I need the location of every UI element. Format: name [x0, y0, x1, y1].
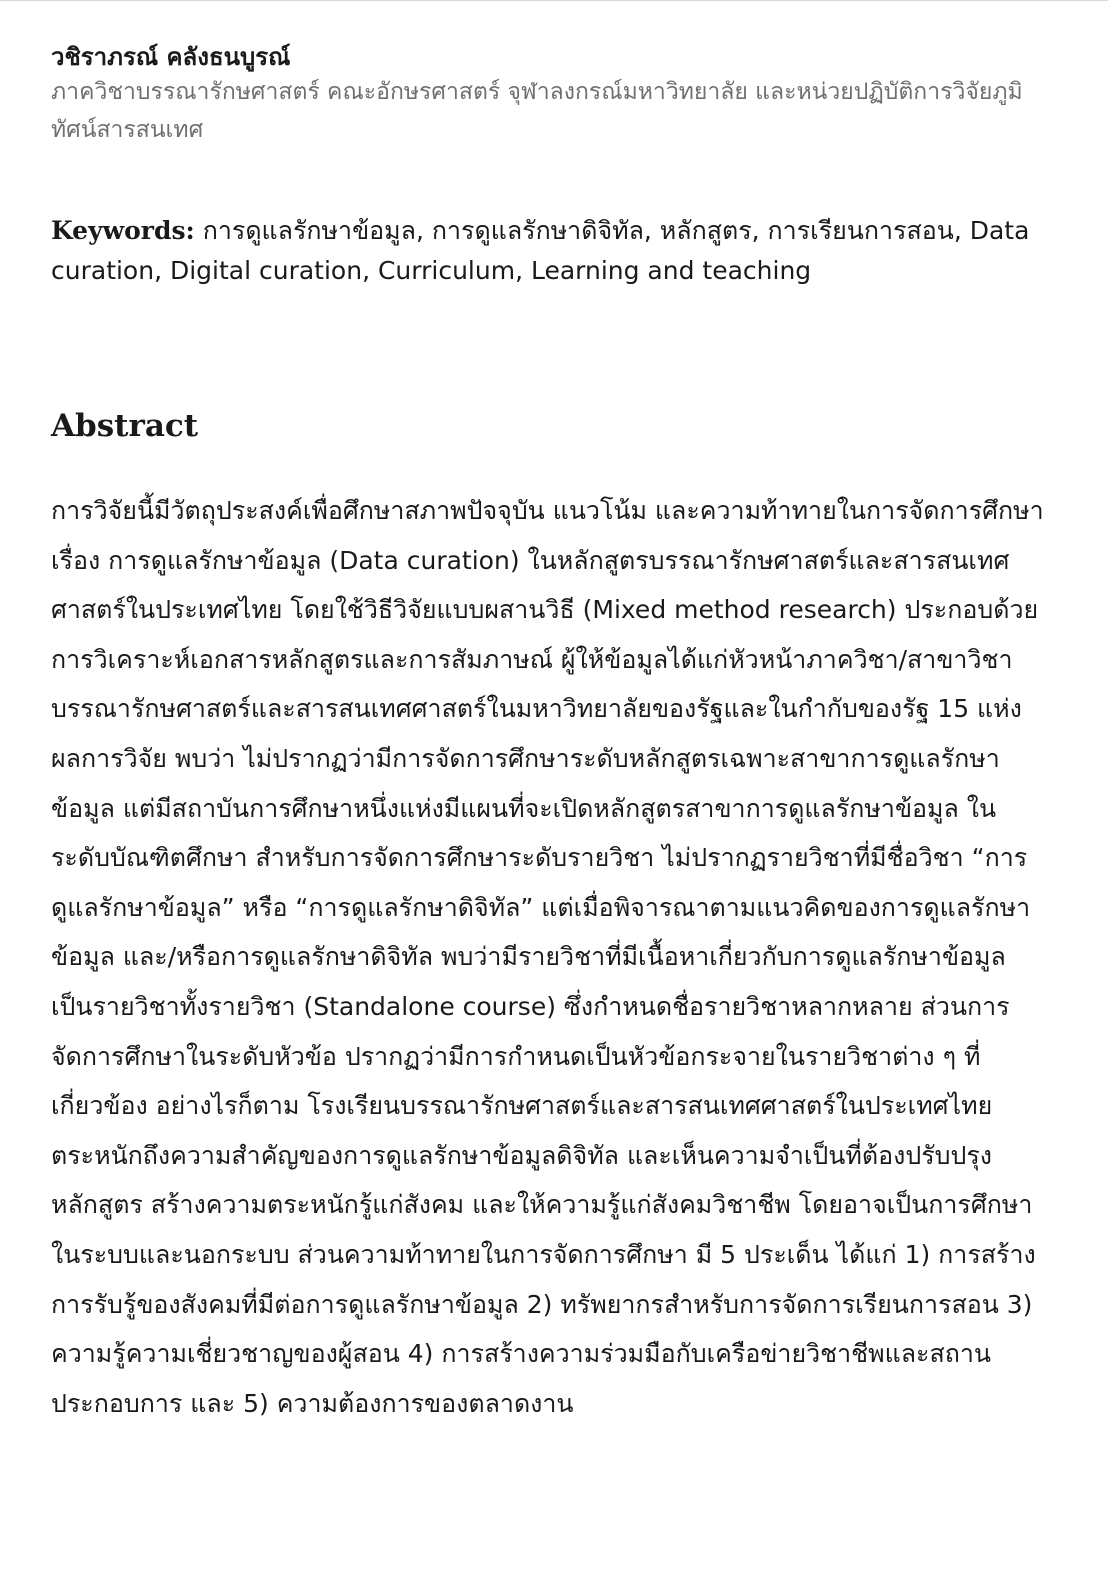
keywords-label: Keywords: [51, 216, 195, 245]
article-content [51, 41, 1047, 1453]
keywords [51, 211, 1047, 291]
abstract-heading: Abstract [51, 408, 199, 444]
author-affiliation: ภาควิชาบรรณารักษศาสตร์ คณะอักษรศาสตร์ จุฬาลงกรณ์มหาวิทยาลัย และหน่วยปฏิบัติการวิจัยภูมิทัศน์สารสนเทศ [51, 79, 1023, 143]
keywords-text: การดูแลรักษาข้อมูล, การดูแลรักษาดิจิทัล, หลักสูตร, การเรียนการสอน, Data curation, Digital curation, Curriculum, Learning and teaching [51, 216, 1030, 285]
abstract-body: การวิจัยนี้มีวัตถุประสงค์เพื่อศึกษาสภาพปัจจุบัน แนวโน้ม และความท้าทายในการจัดการศึกษา เรื่อง การดูแลรักษาข้อมูล (Data curation) ในหลักสูตรบรรณารักษศาสตร์และสารสนเทศศาสตร์ในประเทศไทย โดยใช้วิธีวิจัยแบบผสานวิธี (Mixed method research) ประกอบด้วยการวิเคราะห์เอกสารหลักสูตรและการสัมภาษณ์ ผู้ให้ข้อมูลได้แก่หัวหน้าภาควิชา/สาขาวิชาบรรณารักษศาสตร์และสารสนเทศศาสตร์ในมหาวิทยาลัยของรัฐและในกำกับของรัฐ 15 แห่ง ผลการวิจัย พบว่า ไม่ปรากฏว่ามีการจัดการศึกษาระดับหลักสูตรเฉพาะสาขาการดูแลรักษาข้อมูล แต่มีสถาบันการศึกษาหนึ่งแห่งมีแผนที่จะเปิดหลักสูตรสาขาการดูแลรักษาข้อมูล ในระดับบัณฑิตศึกษา สำหรับการจัดการศึกษาระดับรายวิชา ไม่ปรากฏรายวิชาที่มีชื่อวิชา “การดูแลรักษาข้อมูล” หรือ “การดูแลรักษาดิจิทัล” แต่เมื่อพิจารณาตามแนวคิดของการดูแลรักษาข้อมูล และ/หรือการดูแลรักษาดิจิทัล พบว่ามีรายวิชาที่มีเนื้อหาเกี่ยวกับการดูแลรักษาข้อมูลเป็นรายวิชาทั้งรายวิชา (Standalone course) ซึ่งกำหนดชื่อรายวิชาหลากหลาย ส่วนการจัดการศึกษาในระดับหัวข้อ ปรากฏว่ามีการกำหนดเป็นหัวข้อกระจายในรายวิชาต่าง ๆ ที่เกี่ยวข้อง อย่างไรก็ตาม โรงเรียนบรรณารักษศาสตร์และสารสนเทศศาสตร์ในประเทศไทยตระหนักถึงความสำคัญของการดูแลรักษาข้อมูลดิจิทัล และเห็นความจำเป็นที่ต้องปรับปรุงหลักสูตร สร้างความตระหนักรู้แก่สังคม และให้ความรู้แก่สังคมวิชาชีพ โดยอาจเป็นการศึกษาในระบบและนอกระบบ ส่วนความท้าทายในการจัดการศึกษา มี 5 ประเด็น ได้แก่ 1) การสร้างการรับรู้ของสังคมที่มีต่อการดูแลรักษาข้อมูล 2) ทรัพยากรสำหรับการจัดการเรียนการสอน 3) ความรู้ความเชี่ยวชาญของผู้สอน 4) การสร้างความร่วมมือกับเครือข่ายวิชาชีพและสถานประกอบการ และ 5) ความต้องการของตลาดงาน [51, 496, 1044, 1418]
author-name: วชิราภรณ์ คลังธนบูรณ์ [51, 42, 291, 71]
